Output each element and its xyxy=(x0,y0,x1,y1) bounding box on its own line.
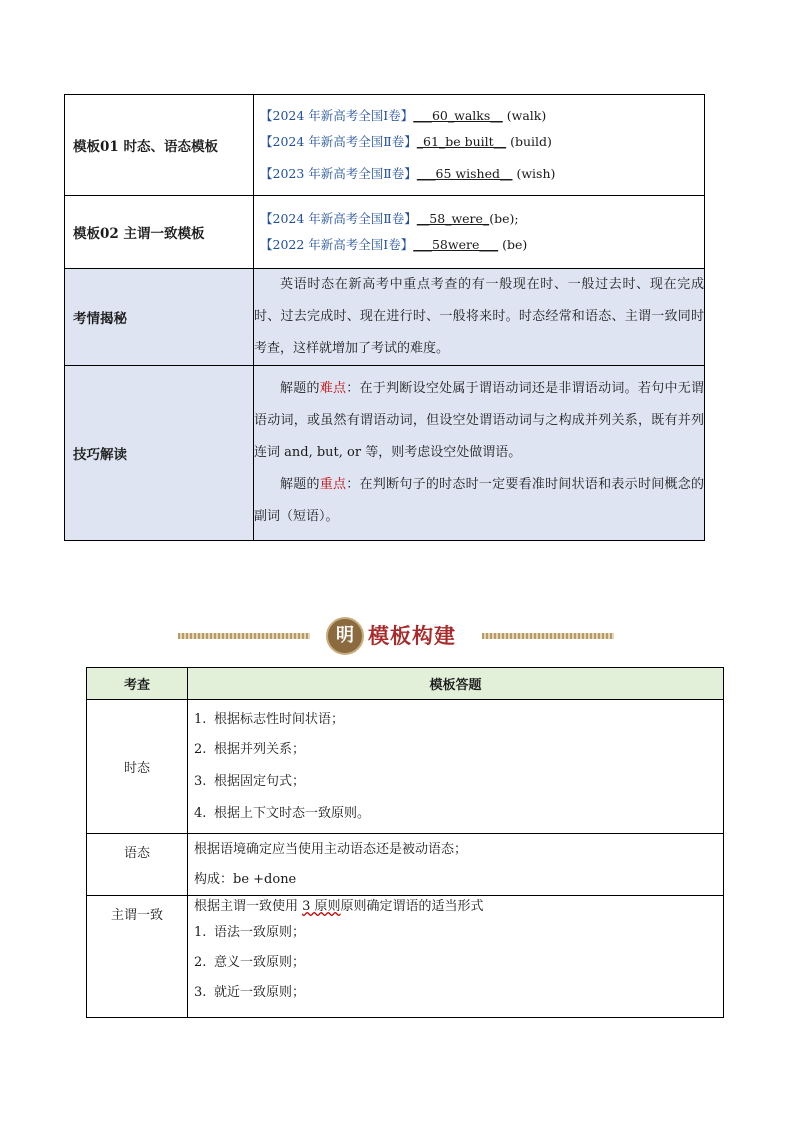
skills-paragraph-2: 解题的重点：在判断句子的时态时一定要看准时间状语和表示时间概念的副词（短语）。 xyxy=(254,477,704,524)
focus-keyword: 重点 xyxy=(319,477,347,492)
tense-label: 时态 xyxy=(87,700,188,834)
example-line: 【2023 年新高考全国Ⅱ卷】___65 wished__ (wish) xyxy=(260,166,556,181)
template-01-examples xyxy=(254,95,705,196)
exam-insight-label: 考情揭秘 xyxy=(65,269,254,366)
section-banner xyxy=(178,616,614,656)
difficulty-keyword: 难点 xyxy=(319,381,347,396)
example-line: 【2024 年新高考全国Ⅰ卷】___60_walks__ (walk) xyxy=(260,108,547,123)
list-item: 3. 根据固定句式； xyxy=(194,773,306,789)
template-01-label: 模板01 时态、语态模板 xyxy=(65,95,254,196)
template-02-label: 模板02 主谓一致模板 xyxy=(65,196,254,269)
example-line: 【2022 年新高考全国Ⅰ卷】___58were___ (be) xyxy=(260,237,528,252)
skills-label: 技巧解读 xyxy=(65,366,254,541)
template-02-examples xyxy=(254,196,705,269)
tense-rules xyxy=(188,700,724,834)
template-overview-table xyxy=(64,94,705,541)
list-item: 3. 就近一致原则； xyxy=(194,985,306,1000)
banner-right-ornament xyxy=(482,633,614,639)
list-item: 1. 语法一致原则； xyxy=(194,925,306,940)
agreement-label: 主谓一致 xyxy=(87,896,188,1018)
list-item: 2. 意义一致原则； xyxy=(194,955,306,970)
template-answer-table xyxy=(86,667,724,1018)
skills-paragraph-1: 解题的难点：在于判断设空处属于谓语动词还是非谓语动词。若句中无谓语动词，或虽然有谓语动词，但设空处谓语动词与之构成并列关系，既有并列连词 and, but, or 等，则考虑设空处做谓语。 xyxy=(254,381,704,460)
skills-text xyxy=(254,366,705,541)
agreement-intro: 根据主谓一致使用 3 原则原则确定谓语的适当形式 xyxy=(194,899,484,914)
header-answer-template: 模板答题 xyxy=(188,668,724,700)
banner-left-ornament xyxy=(178,633,310,639)
banner-seal-icon: 明 xyxy=(326,617,364,655)
list-item: 2. 根据并列关系； xyxy=(194,741,306,757)
section-title: 模板构建 xyxy=(368,623,456,648)
example-line: 【2024 年新高考全国Ⅱ卷】__58_were_(be); xyxy=(260,211,519,226)
voice-rules: 根据语境确定应当使用主动语态还是被动语态； 构成：be +done xyxy=(188,834,724,896)
agreement-rules xyxy=(188,896,724,1018)
voice-label: 语态 xyxy=(87,834,188,896)
header-topic: 考查 xyxy=(87,668,188,700)
list-item: 4. 根据上下文时态一致原则。 xyxy=(194,805,371,821)
exam-insight-text: 英语时态在新高考中重点考查的有一般现在时、一般过去时、现在完成时、过去完成时、现在进行时、一般将来时。时态经常和语态、主谓一致同时考查，这样就增加了考试的难度。 xyxy=(254,269,705,366)
example-line: 【2024 年新高考全国Ⅱ卷】_61_be built__ (build) xyxy=(260,134,552,149)
list-item: 1. 根据标志性时间状语； xyxy=(194,711,345,727)
